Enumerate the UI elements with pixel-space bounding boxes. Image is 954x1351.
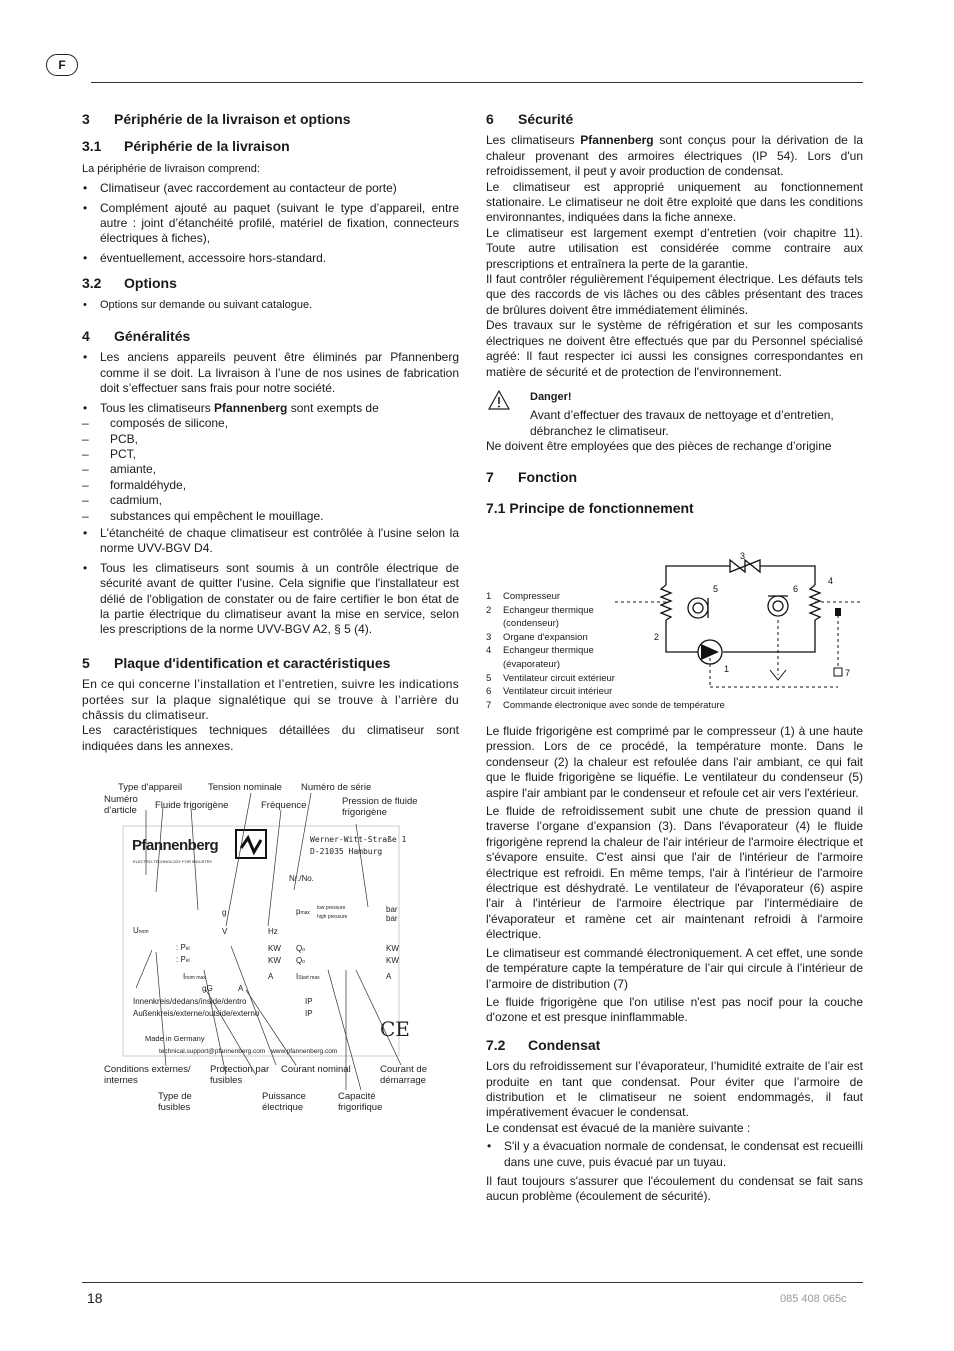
- section-5-paragraph-1: En ce qui concerne l’installation et l’entretien, suivre les indications portées sur la plaque signalétique qui se trouve à l’arrière du châssis du climatiseur.: [82, 677, 459, 722]
- left-column: [82, 112, 459, 754]
- plate-address-1: Werner-Witt-Straße 1: [310, 835, 407, 844]
- label-courant: Courant nominal: [281, 1064, 351, 1075]
- legend-item: 1 Compresseur: [486, 591, 561, 602]
- legend-item: 4 Echangeur thermique (évaporateur): [486, 645, 594, 670]
- plate-kw-1: KW: [268, 944, 281, 953]
- section-4-heading: 4 Généralités: [82, 328, 191, 345]
- section-7-2-paragraph-3: Il faut toujours s'assurer que l'écoulement du condensat se fait sans aucun problème (écoulement de sécurité).: [486, 1173, 863, 1204]
- list-item: • Tous les climatiseurs sont soumis à un contrôle électrique de sécurité avant de quitter l'usine. Cela signifie que l'installateur est délié de l'obligation de constater ou de faire certifier le bon état de la partie électrique du climatiseur avant la mise en service, selon les prescriptions de la norme UVV-BGV A2, § 5 (4).: [82, 561, 459, 638]
- label-conditions: Conditions externes/ internes: [104, 1064, 191, 1086]
- nameplate-figure: [96, 780, 456, 1120]
- section-3-2-heading: 3.2 Options: [82, 275, 177, 292]
- plate-outside-circuit: Außenkreis/externe/outside/externo: [133, 1009, 260, 1018]
- section-7-2-heading: 7.2 Condensat: [486, 1036, 601, 1053]
- plate-v: V: [222, 927, 228, 936]
- plate-hz: Hz: [268, 927, 278, 936]
- legend-item: 3 Organe d'expansion: [486, 631, 588, 643]
- section-7-heading: 7 Fonction: [486, 468, 578, 485]
- label-frequence: Fréquence: [261, 800, 307, 811]
- legend-item: 6 Ventilateur circuit intérieur: [486, 686, 613, 698]
- legend-item: 5 Ventilateur circuit extérieur: [486, 672, 615, 684]
- section-7-2-paragraph-2: Le condensat est évacué de la manière suivante :: [486, 1120, 751, 1135]
- plate-q0-2: Qo: [296, 956, 306, 965]
- list-item: • Complément ajouté au paquet (suivant le type d’appareil, entre autre : joint d’étanchéité profilé, matériel de fixation, connecteurs électriques à fiches),: [82, 201, 459, 247]
- list-item: – cadmium,: [82, 493, 459, 508]
- plate-ip-1: IP: [305, 997, 313, 1006]
- language-badge: F: [46, 54, 78, 76]
- plate-brand: Pfannenberg: [132, 837, 219, 854]
- label-pression: Pression de fluide frigorigène: [342, 796, 418, 818]
- list-item: • Les anciens appareils peuvent être éliminés par Pfannenberg comme il se doit. La livraison à l’une de nos usines de fabrication doit s’effectuer sans frais pour notre société.: [82, 350, 459, 396]
- label-protection: Protection par fusibles: [210, 1064, 270, 1086]
- header-rule: [91, 82, 863, 83]
- section-7-2-paragraph-1: Lors du refroidissement sur l’évaporateur, l’humidité extraite de l’air est produite en tant que condensat. Pour éviter que l’armoire de distribution et le climatiseur ne soient endommagés, il faut impérativement évacuer le condensat.: [486, 1059, 863, 1120]
- list-item: • L'étanchéité de chaque climatiseur est contrôlée à l'usine selon la norme UVV-BGV D4.: [82, 526, 459, 557]
- list-item: – formaldéhyde,: [82, 478, 459, 493]
- diagram-label-7: 7: [845, 668, 851, 678]
- plate-made-in: Made in Germany: [145, 1034, 205, 1043]
- section-6-paragraph-4: Il faut contrôler régulièrement l'équipement électrique. Les défauts tels que des raccords de vis lâches ou des câbles présentant des traces de brûlures doivent être immédiatement éliminés.: [486, 272, 863, 317]
- plate-bar-1: bar: [386, 905, 398, 914]
- diagram-label-3: 3: [740, 551, 746, 561]
- spare-parts-note: Ne doivent être employées que des pièces de rechange d’origine: [486, 439, 832, 454]
- label-tension: Tension nominale: [208, 782, 282, 793]
- section-3-1-intro: La périphérie de livraison comprend:: [82, 162, 260, 175]
- options-list: [82, 298, 459, 313]
- section-6-paragraph-3: Le climatiseur est largement exempt d’entretien (voir chapitre 11). Toute autre utilisation est considérée comme contraire aux prescriptions et entraînera la perte de la garantie.: [486, 225, 863, 271]
- plate-a-2: A: [386, 972, 392, 981]
- label-article: Numéro d’article: [104, 794, 138, 816]
- section-6-paragraph-2: Le climatiseur est approprié uniquement au fonctionnement stationaire. Le climatiseur ne doit être exploité que dans les conditions environnantes, indiquées dans la fiche annexe.: [486, 179, 863, 225]
- condensate-list: [486, 1139, 863, 1170]
- list-item: – composés de silicone,: [82, 416, 459, 431]
- document-number: 085 408 065c: [780, 1293, 847, 1305]
- section-3-1-heading: 3.1 Périphérie de la livraison: [82, 138, 290, 155]
- section-7-paragraph-3: Le climatiseur est commandé électroniquement. A cet effet, une sonde de température capte la température de l’air qui circule à l’intérieur de l’armoire de distribution (7): [486, 945, 863, 991]
- section-6-heading: 6 Sécurité: [486, 111, 574, 127]
- diagram-label-4: 4: [828, 576, 834, 586]
- legend-item: 2 Echangeur thermique (condenseur): [486, 604, 594, 630]
- general-list: [82, 350, 459, 637]
- pfannenberg-logo-icon: [236, 830, 266, 858]
- right-column: [486, 112, 863, 516]
- diagram-label-2: 2: [654, 632, 660, 642]
- label-puissance: Puissance électrique: [262, 1091, 306, 1113]
- plate-a-1: A: [268, 972, 274, 981]
- list-item: • Tous les climatiseurs Pfannenberg sont exempts de – composés de silicone, – PCB, – PCT, – amiante, – formaldéhyde, – cadmium, – substances qui empêchent le mouillage.: [82, 401, 459, 524]
- right-column-lower: [486, 724, 863, 1205]
- diagram-label-5: 5: [713, 584, 719, 594]
- plate-kw-3: KW: [386, 944, 399, 953]
- plate-gg: gG: [202, 984, 213, 993]
- section-7-paragraph-1: Le fluide frigorigène est comprimé par le compresseur (1) à une haute pression. Lors de ce procédé, la température monte. Dans le condenseur (2) la chaleur est refoulée dans l'air ambiant, ce qui fait que le fluide frigorigène se liquéfie. Le ventilateur du condenseur (5) aspire l'air ambiant par le condenseur et refoule cet air vers l'extérieur.: [486, 724, 863, 800]
- plate-q0-1: Qo: [296, 944, 306, 953]
- label-type: Type d'appareil: [118, 782, 183, 793]
- substance-list: [82, 416, 459, 524]
- danger-title: Danger!: [530, 390, 572, 403]
- list-item: – substances qui empêchent le mouillage.: [82, 509, 459, 524]
- delivery-list: [82, 181, 459, 266]
- ce-mark-icon: CE: [380, 1017, 410, 1041]
- section-7-1-heading: 7.1 Principe de fonctionnement: [486, 499, 694, 516]
- plate-inom: Inom max: [183, 972, 206, 981]
- diagram-legend: [486, 590, 725, 712]
- danger-block: [486, 390, 863, 439]
- plate-g: g: [222, 908, 227, 917]
- legend-item: 7 Commande électronique avec sonde de température: [486, 699, 725, 711]
- plate-ip-2: IP: [305, 1009, 313, 1018]
- section-5-paragraph-2: Les caractéristiques techniques détaillées du climatiseur sont indiquées dans les annexes.: [82, 723, 459, 753]
- list-item: – PCB,: [82, 432, 459, 447]
- warning-triangle-icon: [488, 390, 510, 410]
- page-number: 18: [87, 1290, 103, 1306]
- section-7-paragraph-2: Le fluide de refroidissement subit une chute de pression quand il traverse l’organe d’expansion (3). Dans l'évaporateur (4) le fluide frigorigène reprend la chaleur de l'air intérieur de l'armoire électrique et s'évapore ensuite. C'est ainsi que l'air de l'intérieur de l'armoire électrique est refroidi. En même temps, l'air à l'intérieur de l'armoire électrique est déshydraté. Le ventilateur de l'évaporateur (6) aspire l'air à l'intérieur de l'armoire électrique par l'intermédiaire de l'évaporateur et ramène cet air maintenant refroidi à l'armoire électrique.: [486, 804, 863, 942]
- section-5-heading: 5 Plaque d'identification et caractéristiques: [82, 654, 391, 671]
- section-6-paragraph-5: Des travaux sur le système de réfrigération et sur les composants électriques ne doivent être effectués que par du Personnel spécialisé agréé: Il faut respecter ici aussi les consignes correspondantes en matière de sécurité et de protection de l'environnement.: [486, 318, 863, 379]
- plate-unom: Unom: [133, 926, 149, 935]
- refrigeration-circuit-diagram: [610, 550, 860, 690]
- section-6-paragraph-1: Les climatiseurs Pfannenberg sont conçus pour la dérivation de la chaleur provenant des armoires électriques (IP 54). Lors d'un refroidissement, il peut y avoir production de condensat.: [486, 133, 863, 179]
- list-item: • Options sur demande ou suivant catalogue.: [82, 298, 459, 313]
- plate-address-2: D-21035 Hamburg: [310, 847, 383, 856]
- label-capacite: Capacité frigorifique: [338, 1091, 383, 1113]
- label-fusibles: Type de fusibles: [158, 1091, 192, 1113]
- list-item: – PCT,: [82, 447, 459, 462]
- label-serie: Numéro de série: [301, 782, 372, 793]
- plate-pel-1: : Pel: [176, 943, 190, 952]
- label-demarrage: Courant de démarrage: [380, 1064, 428, 1086]
- plate-kw-4: KW: [386, 956, 399, 965]
- danger-text: Avant d’effectuer des travaux de nettoyage et d’entretien, débranchez le climatiseur.: [530, 408, 834, 438]
- footer-rule: [82, 1282, 863, 1283]
- list-item: • Climatiseur (avec raccordement au contacteur de porte): [82, 181, 459, 196]
- plate-pmax: pmax: [296, 907, 310, 916]
- diagram-label-1: 1: [724, 664, 730, 674]
- label-fluide: Fluide frigorigène: [155, 800, 229, 811]
- plate-contact: technical.support@pfannenberg.com · www.pfannenberg.com: [159, 1048, 338, 1055]
- section-7-paragraph-4: Le fluide frigorigène que l'on utilise n'est pas nocif pour la couche d'ozone et est presque ininflammable.: [486, 994, 863, 1025]
- plate-inside-circuit: Innenkreis/dedans/inside/dentro: [133, 997, 247, 1006]
- list-item: – amiante,: [82, 462, 459, 477]
- diagram-label-6: 6: [793, 584, 799, 594]
- plate-a-3: A: [238, 984, 244, 993]
- list-item: • éventuellement, accessoire hors-standard.: [82, 251, 459, 266]
- plate-high-pressure: high pressure: [317, 914, 348, 920]
- plate-nr: Nr./No.: [289, 874, 314, 883]
- list-item: • S'il y a évacuation normale de condensat, le condensat est recueilli dans une cuve, puis évacué par un tuyau.: [486, 1139, 863, 1170]
- plate-low-pressure: low pressure: [317, 905, 346, 911]
- section-3-heading: 3 Périphérie de la livraison et options: [82, 111, 351, 127]
- plate-bar-2: bar: [386, 914, 398, 923]
- plate-pel-2: : Pel: [176, 955, 190, 964]
- plate-brand-tagline: ELECTRO-TECHNOLOGY FOR INDUSTRY: [133, 859, 213, 864]
- plate-kw-2: KW: [268, 956, 281, 965]
- plate-istart: IStart max: [296, 972, 320, 981]
